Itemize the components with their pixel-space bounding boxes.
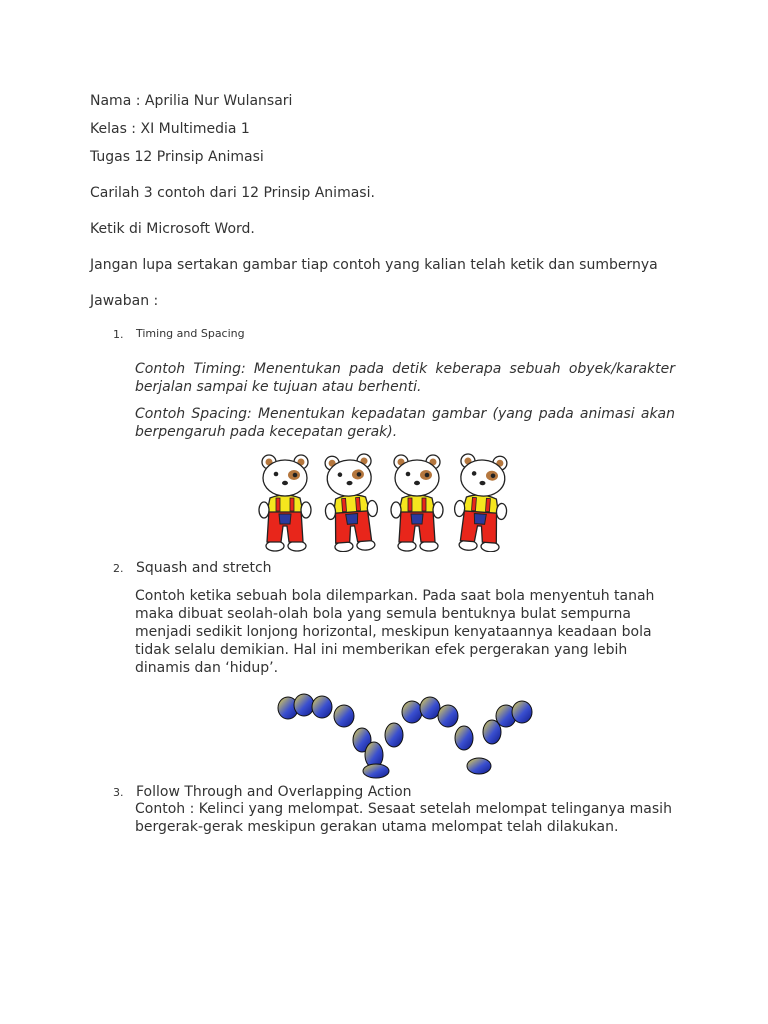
spacing-example: Contoh Spacing: Menentukan kepadatan gambar (yang pada animasi akan berpengaruh pada kecepatan gerak). xyxy=(135,406,675,440)
student-class: Kelas : XI Multimedia 1 xyxy=(90,121,250,137)
list-title-2: Squash and stretch xyxy=(136,560,272,576)
bouncing-ball-illustration xyxy=(274,690,536,782)
answer-label: Jawaban : xyxy=(90,293,159,309)
assignment-title: Tugas 12 Prinsip Animasi xyxy=(90,149,264,165)
squash-example: Contoh ketika sebuah bola dilemparkan. Pada saat bola menyentuh tanah maka dibuat seolah-olah bola yang semula bentuknya bulat sempurna menjadi sedikit lonjong horizontal, meskipun kenyataannya keadaan bola tidak selalu demikian. Hal ini memberikan efek pergerakan yang lebih dinamis dan ‘hidup’. xyxy=(135,588,655,676)
instruction-3: Jangan lupa sertakan gambar tiap contoh yang kalian telah ketik dan sumbernya xyxy=(90,257,658,273)
list-number-1: 1. xyxy=(113,328,124,341)
student-name: Nama : Aprilia Nur Wulansari xyxy=(90,93,293,109)
follow-through-example: Contoh : Kelinci yang melompat. Sesaat setelah melompat telinganya masih bergerak-gerak meskipun gerakan utama melompat telah dilakukan. xyxy=(135,801,672,835)
instruction-2: Ketik di Microsoft Word. xyxy=(90,221,255,237)
instruction-1: Carilah 3 contoh dari 12 Prinsip Animasi. xyxy=(90,185,375,201)
list-title-1: Timing and Spacing xyxy=(136,327,245,340)
list-title-3: Follow Through and Overlapping Action xyxy=(136,784,412,800)
timing-example: Contoh Timing: Menentukan pada detik keberapa sebuah obyek/karakter berjalan sampai ke tujuan atau berhenti. xyxy=(135,361,675,395)
list-number-3: 3. xyxy=(113,786,124,799)
bear-walk-illustration xyxy=(255,450,515,552)
list-number-2: 2. xyxy=(113,562,124,575)
